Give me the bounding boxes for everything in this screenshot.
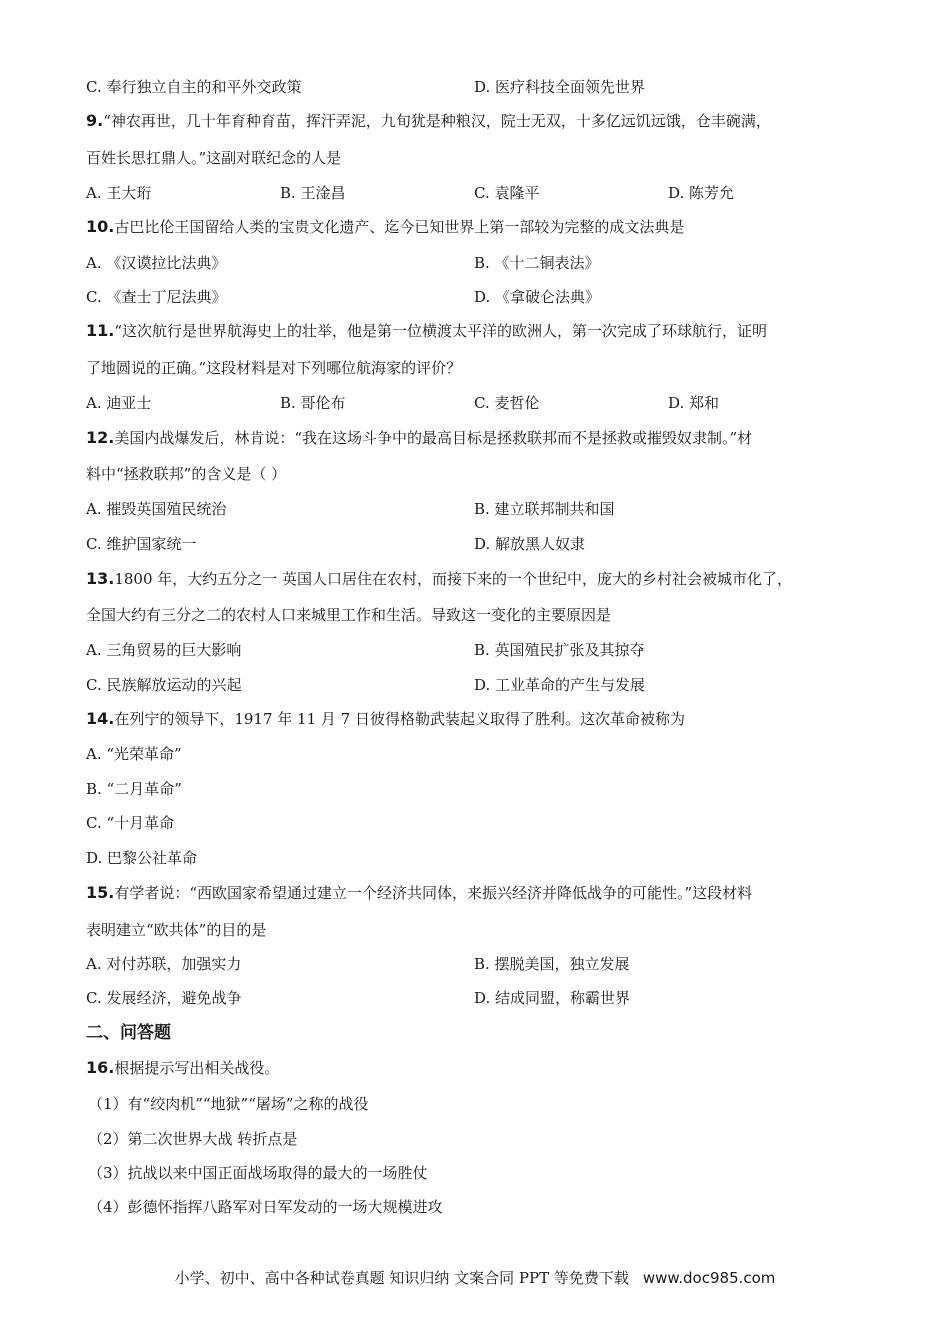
q13-option-b[interactable]: B. 英国殖民扩张及其掠夺: [474, 641, 645, 659]
q13-option-a[interactable]: A. 三角贸易的巨大影响: [86, 641, 242, 659]
q16-subquestion-2: （2）第二次世界大战 转折点是: [88, 1130, 298, 1148]
q12-option-a[interactable]: A. 摧毁英国殖民统治: [86, 500, 227, 518]
q13-stem-text-1: 1800 年，大约五分之一 英国人口居住在农村，而接下来的一个世纪中，庞大的乡村社会被城市化了，: [114, 570, 793, 588]
q10-option-b[interactable]: B. 《十二铜表法》: [474, 254, 600, 272]
q10-stem-text-1: 古巴比伦王国留给人类的宝贵文化遗产、迄今已知世界上第一部较为完整的成文法典是: [114, 218, 685, 236]
q12-stem-line-2: 料中“拯救联邦”的含义是（ ）: [86, 465, 287, 483]
q14-stem-text-1: 在列宁的领导下，1917 年 11 月 7 日彼得格勒武装起义取得了胜利。这次革命被称为: [114, 710, 685, 728]
q10-option-c[interactable]: C. 《查士丁尼法典》: [86, 288, 227, 306]
q9-option-d[interactable]: D. 陈芳允: [668, 184, 735, 202]
q8-option-d[interactable]: D. 医疗科技全面领先世界: [474, 78, 646, 96]
footer-text: 小学、初中、高中各种试卷真题 知识归纳 文案合同 PPT 等免费下载: [174, 1269, 629, 1287]
q14-option-b[interactable]: B. “二月革命”: [86, 780, 182, 798]
q9-stem-text-1: “神农再世，几十年育种育苗，挥汗弄泥，九旬犹是种粮汉，院士无双，十多亿远饥远饿，仓丰碗满，: [103, 112, 771, 130]
q11-stem-line-2: 了地圆说的正确。”这段材料是对下列哪位航海家的评价？: [86, 359, 462, 377]
q9-number: 9.: [86, 111, 104, 130]
q11-stem-text-1: “这次航行是世界航海史上的壮举，他是第一位横渡太平洋的欧洲人，第一次完成了环球航行，证明: [114, 322, 768, 340]
q11-number: 11.: [86, 321, 115, 340]
q13-option-d[interactable]: D. 工业革命的产生与发展: [474, 676, 646, 694]
q12-stem-line-1: [86, 428, 870, 448]
q16-stem-line-1: [86, 1058, 870, 1078]
q16-subquestion-3: （3）抗战以来中国正面战场取得的最大的一场胜仗: [88, 1164, 428, 1182]
q15-stem-line-1: [86, 883, 870, 903]
q11-option-b[interactable]: B. 哥伦布: [280, 394, 346, 412]
q15-stem-text-1: 有学者说：“西欧国家希望通过建立一个经济共同体，来振兴经济并降低战争的可能性。”这段材料: [114, 884, 753, 902]
q10-option-a[interactable]: A. 《汉谟拉比法典》: [86, 254, 227, 272]
q14-option-d[interactable]: D. 巴黎公社革命: [86, 849, 198, 867]
q15-stem-line-2: 表明建立“欧共体”的目的是: [86, 921, 267, 939]
q13-number: 13.: [86, 569, 115, 588]
q12-stem-text-1: 美国内战爆发后，林肯说：“我在这场斗争中的最高目标是拯救联邦而不是拯救或摧毁奴隶制。”材: [114, 429, 753, 447]
q15-option-b[interactable]: B. 摆脱美国，独立发展: [474, 955, 630, 973]
q13-stem-line-2: 全国大约有三分之二的农村人口来城里工作和生活。导致这一变化的主要原因是: [86, 606, 612, 624]
q11-option-a[interactable]: A. 迪亚士: [86, 394, 152, 412]
q15-option-a[interactable]: A. 对付苏联，加强实力: [86, 955, 242, 973]
q14-number: 14.: [86, 709, 115, 728]
q13-stem-line-1: [86, 569, 870, 589]
q15-number: 15.: [86, 883, 115, 902]
q16-subquestion-4: （4）彭德怀指挥八路军对日军发动的一场大规模进攻: [88, 1198, 443, 1216]
q10-option-d[interactable]: D. 《拿破仑法典》: [474, 288, 601, 306]
q10-stem-line-1: [86, 217, 870, 237]
section-title: 二、问答题: [86, 1023, 171, 1043]
q14-option-c[interactable]: C. “十月革命: [86, 814, 175, 832]
q15-option-c[interactable]: C. 发展经济，避免战争: [86, 989, 242, 1007]
q14-stem-line-1: [86, 709, 870, 729]
q13-option-c[interactable]: C. 民族解放运动的兴起: [86, 676, 242, 694]
q9-option-b[interactable]: B. 王淦昌: [280, 184, 346, 202]
q9-stem-line-1: [86, 111, 870, 131]
q12-option-b[interactable]: B. 建立联邦制共和国: [474, 500, 615, 518]
q9-option-c[interactable]: C. 袁隆平: [474, 184, 540, 202]
q10-number: 10.: [86, 217, 115, 236]
q9-option-a[interactable]: A. 王大珩: [86, 184, 152, 202]
q12-number: 12.: [86, 428, 115, 447]
q11-option-c[interactable]: C. 麦哲伦: [474, 394, 540, 412]
q15-option-d[interactable]: D. 结成同盟，称霸世界: [474, 989, 631, 1007]
q14-option-a[interactable]: A. “光荣革命”: [86, 745, 182, 763]
q11-option-d[interactable]: D. 郑和: [668, 394, 720, 412]
q12-option-d[interactable]: D. 解放黑人奴隶: [474, 535, 586, 553]
q16-stem-text-1: 根据提示写出相关战役。: [114, 1059, 280, 1077]
page-footer: [0, 1268, 950, 1288]
q12-option-c[interactable]: C. 维护国家统一: [86, 535, 197, 553]
q9-stem-line-2: 百姓长思扛鼎人。”这副对联纪念的人是: [86, 149, 342, 167]
footer-site-link[interactable]: www.doc985.com: [642, 1269, 776, 1287]
q16-subquestion-1: （1）有“绞肉机”“地狱”“屠场”之称的战役: [88, 1095, 369, 1113]
q16-number: 16.: [86, 1058, 115, 1077]
q11-stem-line-1: [86, 321, 870, 341]
q8-option-c[interactable]: C. 奉行独立自主的和平外交政策: [86, 78, 302, 96]
